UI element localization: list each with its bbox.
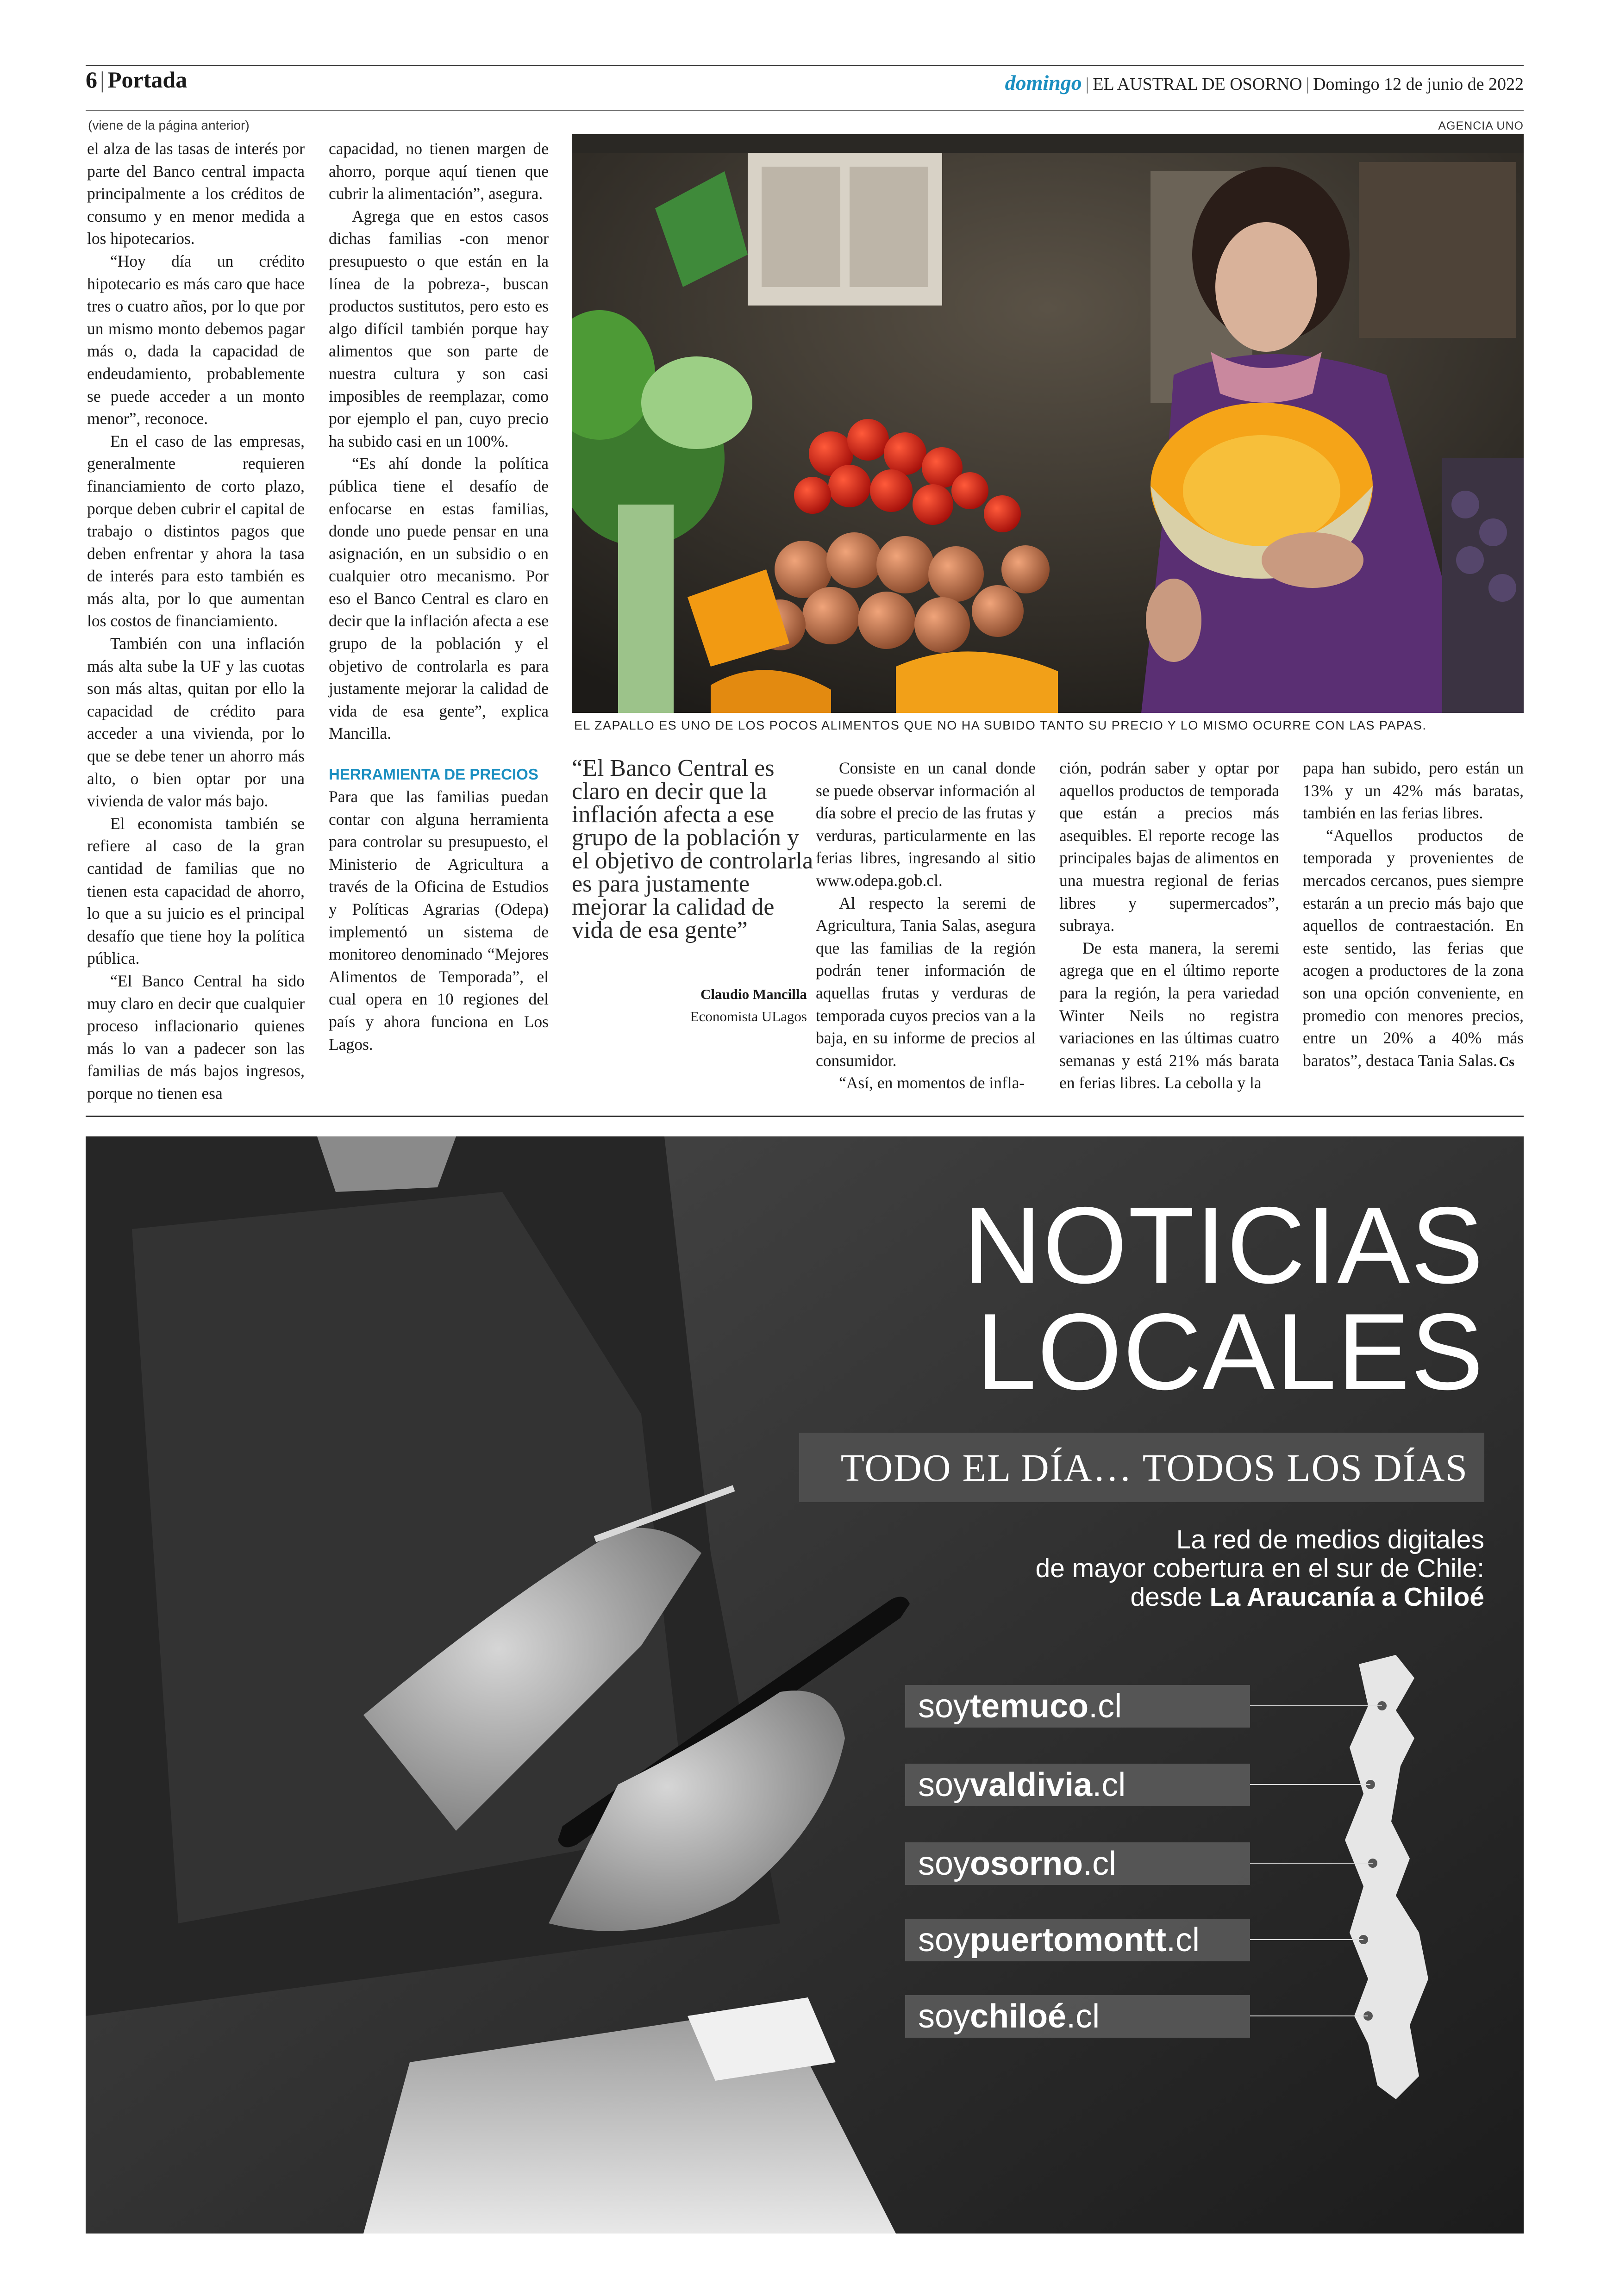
paragraph-text: “Aquellos productos de temporada y provenientes de mercados cercanos, pues siempre estarán a un precio más bajo que aquellos de contraestación. En este sentido, las ferias que acogen a productores de la zona son una opción conveniente, en promedio con menores precios, entre un 20% a 40% más baratos”, destaca Tania Salas. — [1303, 826, 1524, 1070]
region-range: La Araucanía a Chiloé — [1209, 1582, 1484, 1612]
paragraph: Agrega que en estos casos dichas familias -con menor presupuesto o que están en la línea de la pobreza-, buscan productos sustitutos, pero esto es algo difícil también porque hay alimentos que son parte de nuestra cultura y son casi imposibles de reemplazar, como por ejemplo el pan, cuyo precio ha subido casi en un 100%. — [329, 206, 549, 450]
ad-description — [1035, 1525, 1484, 1611]
article-column-1 — [87, 137, 305, 1105]
pull-quote: “El Banco Central es claro en decir que la inflación afecta a ese grupo de la población y el objetivo de controlarla es para justamente mejorar la calidad de vida de esa gente” — [572, 755, 813, 943]
section-divider — [86, 1116, 1524, 1117]
paragraph: papa han subido, pero están un 13% y un 42% más baratas, también en las ferias libres. — [1303, 759, 1524, 823]
header-rule-top — [86, 65, 1524, 66]
paragraph: Al respecto la seremi de Agricultura, Tania Salas, asegura que las familias de la región podrán tener información de aquellas frutas y verduras de temporada cuyos precios van a la baja, en su informe de precios al consumidor. — [816, 893, 1036, 1070]
paragraph: También con una inflación más alta sube la UF y las cuotas son más altas, quitan por ello la capacidad de crédito para acceder a una vivienda, por lo que se debe tener un ahorro más alto, o bien optar por una vivienda de valor más bajo. — [87, 634, 305, 811]
paragraph: el alza de las tasas de interés por parte del Banco central impacta principalmente a los créditos de consumo y en menor medida a los hipotecarios. — [87, 139, 305, 248]
market-photo — [572, 134, 1524, 713]
site-link-puertomontt[interactable]: soypuertomontt.cl — [905, 1919, 1250, 1961]
site-link-osorno[interactable]: soyosorno.cl — [905, 1842, 1250, 1885]
paragraph: “Así, en momentos de infla- — [839, 1073, 1025, 1092]
page-number: 6 — [86, 67, 97, 93]
photo-credit: AGENCIA UNO — [1438, 119, 1524, 132]
ad-title-line-2: LOCALES — [975, 1291, 1484, 1412]
paragraph: “Es ahí donde la política pública tiene el desafío de enfocarse en estas familias, donde uno puede pensar en una asignación, en un subsidio o en cualquier otro mecanismo. Por eso el Banco Central es claro en decir que la inflación afecta a ese grupo de la población y el objetivo de controlarla es para justamente mejorar la calidad de vida de esa gente”, explica Mancilla. — [329, 454, 549, 743]
paragraph: Para que las familias puedan contar con alguna herramienta para controlar su presupuesto, el Ministerio de Agricultura a través de la Oficina de Estudios y Políticas Agrarias (Odepa) implementó un sistema de monitoreo denominado “Mejores Alimentos de Temporada”, el cual opera en 10 regiones del país y ahora funciona en Los Lagos. — [329, 787, 549, 1054]
ad-tagline: TODO EL DÍA… TODOS LOS DÍAS — [840, 1447, 1468, 1490]
section-subhead: HERRAMIENTA DE PRECIOS — [329, 766, 538, 783]
article-column-4 — [816, 757, 1036, 1094]
article-column-5 — [1059, 757, 1279, 1094]
continuation-note: (viene de la página anterior) — [88, 118, 250, 132]
paragraph: Consiste en un canal donde se puede observar información al día sobre el precio de las frutas y verduras, particularmente en las ferias libres, ingresando al sitio www.odepa.gob.cl. — [816, 759, 1036, 890]
paragraph: ción, podrán saber y optar por aquellos productos de temporada que están a precios más asequibles. El reporte recoge las principales bajas de alimentos en una muestra regional de ferias libres y supermercados”, subraya. — [1059, 759, 1279, 935]
photo-caption: EL ZAPALLO ES UNO DE LOS POCOS ALIMENTOS QUE NO HA SUBIDO TANTO SU PRECIO Y LO MISMO OCURRE CON LAS PAPAS. — [574, 718, 1427, 732]
site-link-temuco[interactable]: soytemuco.cl — [905, 1685, 1250, 1728]
page-header-right: domingo | EL AUSTRAL DE OSORNO | Domingo 12 de junio de 2022 — [1005, 71, 1524, 94]
page-header-left: 6 | Portada — [86, 67, 188, 93]
ad-description-line-3: desde La Araucanía a Chiloé — [1130, 1582, 1484, 1612]
newspaper-name: EL AUSTRAL DE OSORNO — [1093, 75, 1302, 94]
paragraph: De esta manera, la seremi agrega que en el último reporte para la región, la pera variedad Winter Neils no registra variaciones en las últimas cuatro semanas y está 21% más barata en ferias libres. La cebolla y la — [1059, 938, 1279, 1092]
paragraph — [1303, 824, 1524, 1073]
article-column-6 — [1303, 757, 1524, 1073]
quote-author-role: Economista ULagos — [690, 1008, 807, 1024]
site-link-chiloe[interactable]: soychiloé.cl — [905, 1995, 1250, 2038]
ad-description-line-1: La red de medios digitales — [1176, 1525, 1484, 1554]
ad-tagline-band — [799, 1433, 1484, 1502]
quote-author: Claudio Mancilla — [700, 986, 807, 1002]
paragraph: capacidad, no tienen margen de ahorro, porque aquí tienen que cubrir la alimentación”, asegura. — [329, 139, 549, 203]
paragraph: En el caso de las empresas, generalmente requieren financiamiento de corto plazo, porque deben cubrir el capital de trabajo o distintos pagos que deben enfrentar y ahora la tasa de interés para esto también es más alta, por lo que aumentan los costos de financiamiento. — [87, 431, 305, 630]
ad-title — [963, 1184, 1484, 1412]
header-rule-bottom — [86, 110, 1524, 111]
noticias-locales-ad — [86, 1136, 1524, 2234]
ad-title-line-1: NOTICIAS — [963, 1184, 1484, 1306]
ad-description-line-2: de mayor cobertura en el sur de Chile: — [1035, 1554, 1484, 1583]
paragraph: “Hoy día un crédito hipotecario es más caro que hace tres o cuatro años, por lo que por un mismo monto debemos pagar más o, dada la capacidad de endeudamiento, probablemente se puede acceder a un monto menor”, reconoce. — [87, 251, 305, 428]
issue-date: Domingo 12 de junio de 2022 — [1313, 75, 1524, 94]
article-column-2 — [329, 137, 549, 1055]
paragraph: El economista también se refiere al caso de la gran cantidad de familias que no tienen esta capacidad de ahorro, lo que a su juicio es el principal desafío que tiene hoy la política pública. — [87, 814, 305, 968]
end-mark-icon: Cs — [1499, 1054, 1515, 1069]
paragraph: “El Banco Central ha sido muy claro en decir que cualquier proceso inflacionario quienes más lo van a padecer son las familias de más bajos ingresos, porque no tienen esa — [87, 971, 305, 1103]
supplement-name: domingo — [1005, 71, 1082, 94]
site-link-valdivia[interactable]: soyvaldivia.cl — [905, 1764, 1250, 1806]
section-name: Portada — [107, 67, 188, 93]
